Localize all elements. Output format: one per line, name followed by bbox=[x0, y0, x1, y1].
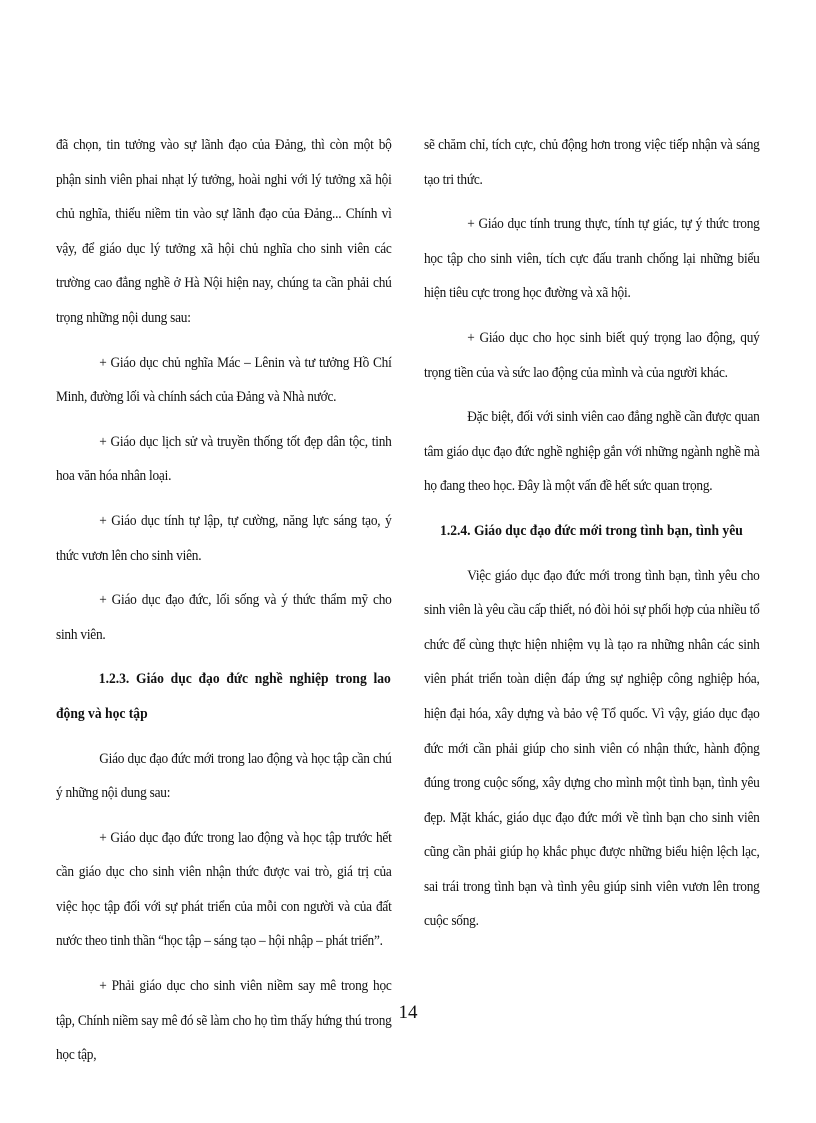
paragraph-vocational-ethics: Đặc biệt, đối với sinh viên cao đẳng nghề cần được quan tâm giáo dục đạo đức nghề nghiệp gắn với những ngành nghề mà họ đang theo học. Đây là một vấn đề hết sức quan trọng. bbox=[424, 409, 760, 495]
bullet-passion-for-study: + Phải giáo dục cho sinh viên niềm say mê trong học tập, Chính niềm say mê đó sẽ làm cho họ tìm thấy hứng thú trong học tập, bbox=[56, 978, 392, 1064]
bullet-ethics-lifestyle: + Giáo dục đạo đức, lối sống và ý thức thẩm mỹ cho sinh viên. bbox=[56, 592, 392, 643]
right-column bbox=[424, 128, 760, 949]
left-column bbox=[56, 128, 392, 1083]
section-heading-1-2-4: 1.2.4. Giáo dục đạo đức mới trong tình bạn, tình yêu bbox=[440, 522, 743, 539]
bullet-honesty: + Giáo dục tính trung thực, tính tự giác, tự ý thức trong học tập cho sinh viên, tích cực đấu tranh chống lại những biểu hiện tiêu cực trong học đường và xã hội. bbox=[424, 216, 760, 302]
paragraph-labor-study-intro: Giáo dục đạo đức mới trong lao động và học tập cần chú ý những nội dung sau: bbox=[56, 750, 392, 802]
paragraph-friendship-love: Việc giáo dục đạo đức mới trong tình bạn, tình yêu cho sinh viên là yêu cầu cấp thiết, nó đòi hỏi sự phối hợp của nhiều tổ chức để cùng thực hiện nhiệm vụ là tạo ra những nhân các sinh viên phát triển toàn diện đáp ứng sự nghiệp công nghiệp hóa, hiện đại hóa, xây dựng và bảo vệ Tổ quốc. Vì vậy, giáo dục đạo đức mới cần phải giúp cho sinh viên có nhận thức, hành động đúng trong cuộc sống, xây dựng cho mình một tình bạn, tình yêu đẹp. Mặt khác, giáo dục đạo đức mới về tình bạn cho sinh viên cũng cần phải giúp họ khắc phục được những biểu hiện lệch lạc, sai trái trong tình bạn và tình yêu giúp sinh viên vươn lên trong cuộc sống. bbox=[424, 567, 760, 930]
bullet-marxism-leninism: + Giáo dục chủ nghĩa Mác – Lênin và tư tưởng Hồ Chí Minh, đường lối và chính sách của Đảng và Nhà nước. bbox=[56, 354, 392, 406]
paragraph-passion-continued: sẽ chăm chỉ, tích cực, chủ động hơn trong việc tiếp nhận và sáng tạo tri thức. bbox=[424, 137, 760, 188]
bullet-role-of-study: + Giáo dục đạo đức trong lao động và học tập trước hết cần giáo dục cho sinh viên nhận thức được vai trò, giá trị của việc học tập đối với sự phát triển của mỗi con người và của đất nước theo tinh thần “học tập – sáng tạo – hội nhập – phát triển”. bbox=[56, 829, 392, 950]
bullet-history-tradition: + Giáo dục lịch sử và truyền thống tốt đẹp dân tộc, tinh hoa văn hóa nhân loại. bbox=[56, 433, 392, 485]
bullet-respect-labor: + Giáo dục cho học sinh biết quý trọng lao động, quý trọng tiền của và sức lao động của mình và của người khác. bbox=[424, 329, 760, 381]
bullet-self-reliance: + Giáo dục tính tự lập, tự cường, năng lực sáng tạo, ý thức vươn lên cho sinh viên. bbox=[56, 512, 392, 564]
page-number: 14 bbox=[398, 1002, 418, 1023]
paragraph-intro-continued: đã chọn, tin tưởng vào sự lãnh đạo của Đảng, thì còn một bộ phận sinh viên phai nhạt lý tưởng, hoài nghi với lý tưởng xã hội chủ nghĩa, thiếu niềm tin vào sự lãnh đạo của Đảng... Chính vì vậy, để giáo dục lý tưởng xã hội chủ nghĩa cho sinh viên các trường cao đẳng nghề ở Hà Nội hiện nay, chúng ta cần phải chú trọng những nội dung sau: bbox=[56, 137, 392, 326]
section-heading-1-2-3: 1.2.3. Giáo dục đạo đức nghề nghiệp trong lao động và học tập bbox=[56, 671, 391, 722]
